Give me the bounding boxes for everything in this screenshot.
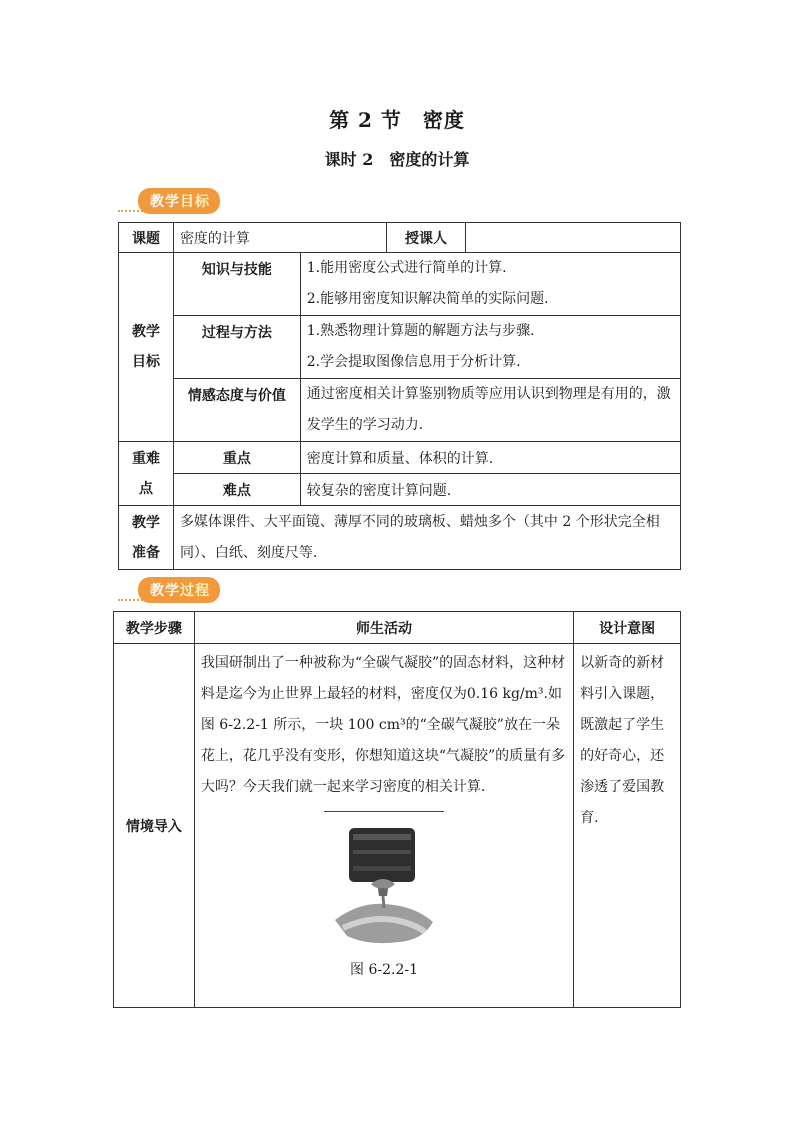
section-title: 第 2 节 密度 (329, 108, 465, 132)
process-label: 过程与方法 (173, 316, 300, 379)
emotion-label: 情感态度与价值 (173, 379, 300, 442)
goal-label: 教学目标 (119, 253, 174, 442)
hard-label: 难点 (173, 474, 300, 506)
emotion-text: 通过密度相关计算鉴别物质等应用认识到物理是有用的，激发学生的学习动力. (300, 379, 680, 442)
col-step: 教学步骤 (114, 612, 195, 644)
objectives-table (118, 222, 681, 570)
aerogel-on-flower-photo (329, 824, 439, 949)
knowledge-label: 知识与技能 (173, 253, 300, 316)
badge-text-1: 教学 (150, 194, 180, 210)
badge-text-2: 目标 (180, 194, 210, 210)
key-label: 重点 (173, 442, 300, 474)
topic-label: 课题 (119, 223, 174, 253)
col-activity: 师生活动 (194, 612, 573, 644)
step-name: 情境导入 (114, 644, 195, 1008)
teacher-label: 授课人 (386, 223, 466, 253)
keypoint-label: 重难点 (119, 442, 174, 506)
process-item-1: 1.熟悉物理计算题的解题方法与步骤. (306, 323, 535, 339)
figure-rule (324, 811, 444, 812)
badge-pill (138, 188, 220, 214)
intent-text: 以新奇的新材料引入课题，既激起了学生的好奇心，还渗透了爱国教育. (574, 644, 681, 1008)
prep-text: 多媒体课件、大平面镜、薄厚不同的玻璃板、蜡烛多个（其中 2 个形状完全相同）、白纸、刻度尺等. (173, 506, 680, 570)
prep-label: 教学准备 (119, 506, 174, 570)
activity-text: 我国研制出了一种被称为“全碳气凝胶”的固态材料，这种材料是迄今为止世界上最轻的材料，密度仅为0.16 kg/m³.如图 6-2.2-1 所示，一块 100 cm³的“全碳气凝胶”放在一朵花上，花几乎没有变形，你想知道这块“气凝胶”的质量有多大吗？今天我们就一起来学习密度的相关计算. (200, 655, 566, 795)
topic-value: 密度的计算 (173, 223, 386, 253)
lesson-title: 课时 2 密度的计算 (324, 150, 470, 169)
knowledge-item-2: 2.能够用密度知识解决简单的实际问题. (306, 291, 549, 307)
teacher-value (466, 223, 681, 253)
process-table (113, 611, 681, 1008)
objectives-badge (118, 188, 220, 214)
key-text: 密度计算和质量、体积的计算. (300, 442, 680, 474)
col-intent: 设计意图 (574, 612, 681, 644)
badge-pill (138, 577, 220, 603)
process-badge (118, 577, 220, 603)
badge-text-1: 教学 (150, 583, 180, 599)
badge-text-2: 过程 (180, 583, 210, 599)
knowledge-item-1: 1.能用密度公式进行简单的计算. (306, 260, 507, 276)
process-item-2: 2.学会提取图像信息用于分析计算. (306, 354, 521, 370)
figure-caption: 图 6-2.2-1 (350, 962, 418, 978)
hard-text: 较复杂的密度计算问题. (300, 474, 680, 506)
